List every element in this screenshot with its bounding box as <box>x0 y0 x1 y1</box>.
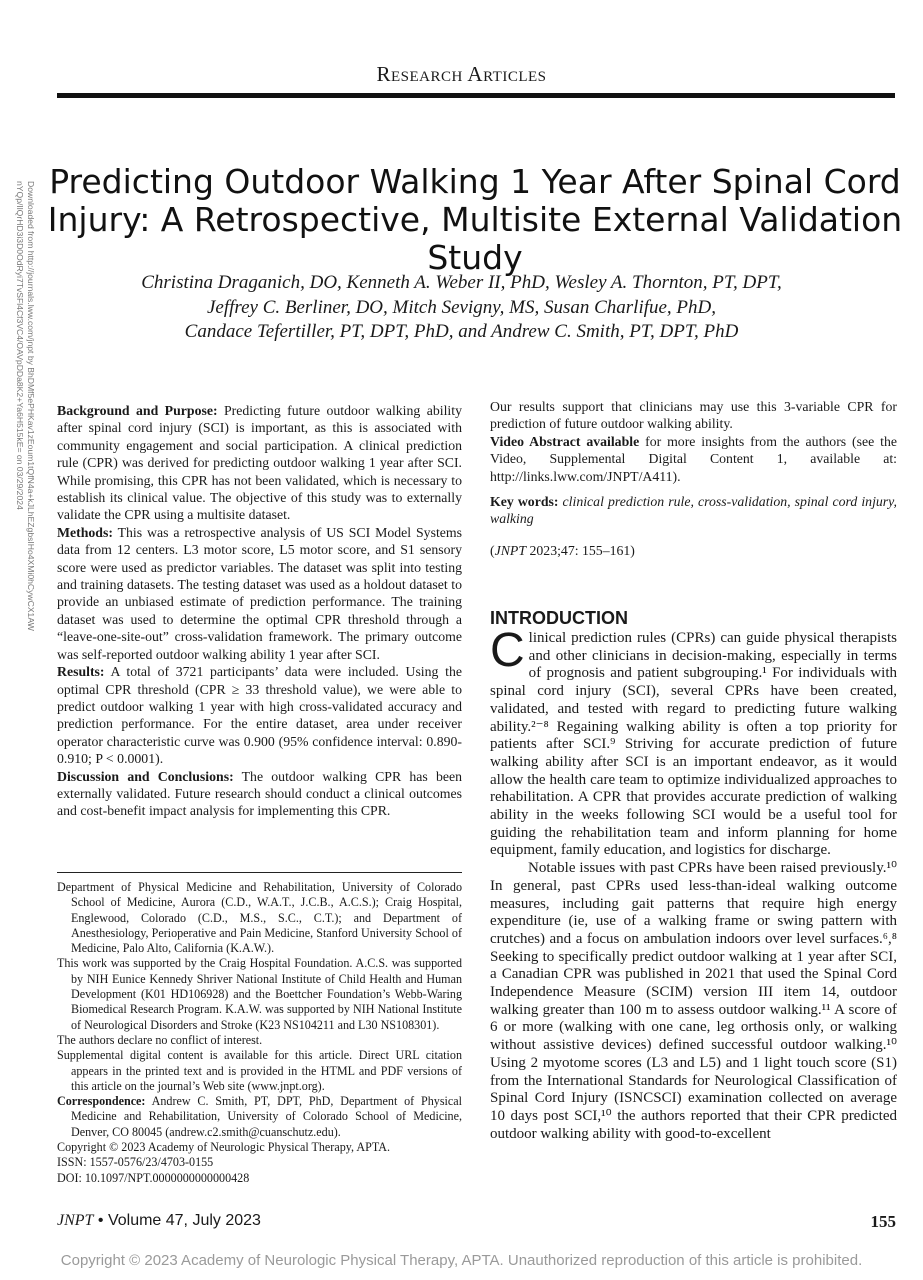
video-abstract-label: Video Abstract available <box>490 433 640 449</box>
footer-journal-info <box>57 1212 261 1230</box>
abstract-background-label: Background and Purpose: <box>57 403 218 418</box>
abstract-methods-text: This was a retrospective analysis of US SCI Model Systems data from 12 centers. L3 motor score, L5 motor score, and S1 sensory score were used as predictor variables. The dataset was split into testing and training datasets. The testing dataset was used as a holdout dataset to provide an unbiased estimate of prediction performance. The training dataset was used to determine the optimal CPR threshold through a “leave-one-site-out” cross-validation framework. The primary outcome was self-reported outdoor walking ability 1 year after SCI. <box>57 524 462 662</box>
copyright-notice: Copyright © 2023 Academy of Neurologic Physical Therapy, APTA. Unauthorized reproduction of this article is prohibited. <box>60 1252 863 1269</box>
footnote-conflict: The authors declare no conflict of interest. <box>57 1032 263 1047</box>
abstract-continuation: Our results support that clinicians may use this 3-variable CPR for prediction of future outdoor walking ability. <box>490 399 897 432</box>
citation-details: 2023;47: 155–161) <box>526 542 635 558</box>
abstract-results <box>57 663 462 767</box>
abstract-methods-label: Methods: <box>57 524 113 540</box>
keywords-label: Key words: <box>490 494 559 510</box>
watermark-line-2: nYQp/IlQrHD3i3D0OdRyi7TvSFl4Cf3VC4/OAVpDDa8K2+Ya6H515kE= on 03/29/2024 <box>15 181 25 510</box>
footnote-issn: ISSN: 1557-0576/23/4703-0155 <box>57 1155 214 1170</box>
citation-journal: JNPT <box>494 542 527 558</box>
title-line-2: Injury: A Retrospective, Multisite External Validation Study <box>47 200 903 277</box>
abstract-discussion-label: Discussion and Conclusions: <box>57 768 234 784</box>
author-list <box>100 271 823 345</box>
keywords <box>490 493 897 528</box>
abstract-results-text: A total of 3721 participants’ data were included. Using the optimal CPR threshold (CPR ≥ 33 threshold value), we were able to predict outdoor walking 1 year with high cross-validated accuracy and prediction performance. For the entire dataset, area under receiver operator characteristic curve was 0.900 (95% confidence interval: 0.890-0.910; P < 0.0001). <box>57 664 462 767</box>
abstract-divider <box>57 872 462 873</box>
abstract-background-text: Predicting future outdoor walking ability after spinal cord injury (SCI) is important, as this is associated with community engagement and social participation. A clinical prediction rule (CPR) was derived for predicting outdoor walking 1 year after SCI. While promising, this CPR has not been validated, which is necessary to establish its clinical value. The objective of this study was to externally validate the CPR using a multisite dataset. <box>57 403 462 523</box>
intro-paragraph-2: Notable issues with past CPRs have been raised previously.¹⁰ In general, past CPRs used less-than-ideal walking outcome measures, including gait patterns that require high energy expenditure (ie, use of a walking frame or swing pattern with crutches) and a focus on ambulation indoors over level surfaces.⁶,⁸ Seeking to specifically predict outdoor walking at 1 year after SCI, a Canadian CPR was published in 2021 that used the Spinal Cord Independence Measure (SCIM) version III item 14, outdoor walking greater than 100 m to assess outdoor walking.¹¹ A score of 6 or more (walking with one cane, leg orthosis only, or walking without assistive devices) defined successful outdoor walking.¹⁰ Using 2 myotome scores (L3 and L5) and 1 light touch score (S1) from the International Standards for Neurological Classification of Spinal Cord Injury (ISNCSCI) examination collected on average 10 days post SCI,¹⁰ the authors reported that their CPR predicted outdoor walking ability with good-to-excellent <box>490 860 897 1142</box>
footnote-funding: This work was supported by the Craig Hospital Foundation. A.C.S. was supported by NIH Eunice Kennedy Shriver National Institute of Child Health and Human Development (K01 HD106928) and the Boettcher Foundation’s Webb-Waring Biomedical Research Program. K.A.W. was supported by NIH National Institute of Neurological Disorders and Stroke (K23 NS104211 and L30 NS108301). <box>57 956 462 1032</box>
running-header: Research Articles <box>376 62 547 86</box>
title-line-1: Predicting Outdoor Walking 1 Year After Spinal Cord <box>49 162 901 201</box>
header-rule <box>57 93 895 98</box>
footnote-correspondence <box>57 1094 462 1140</box>
keywords-text: clinical prediction rule, cross-validation, spinal cord injury, walking <box>490 494 897 527</box>
video-abstract <box>490 433 897 485</box>
abstract-methods <box>57 524 462 663</box>
introduction-body <box>490 624 897 1143</box>
intro-paragraph-1-text: linical prediction rules (CPRs) can guide physical therapists and other clinicians in decision-making, especially in terms of prognosis and patient subgrouping.¹ For individuals with spinal cord injury (SCI), several CPRs have been created, validated, and tested with regard to predicting future walking ability.²⁻⁸ Regaining walking ability is often a top priority for patients after SCI.⁹ Striving for accurate prediction of future walking ability after SCI is an important endeavor, as it would allow the health care team to optimize individualized approaches to rehabilitation. A CPR that provides accurate prediction of walking ability in the weeks following SCI would be a useful tool for guiding the rehabilitation team and inform planning for home equipment, family education, and logistics for discharge. <box>490 630 897 859</box>
footnote-supplemental: Supplemental digital content is available for this article. Direct URL citation appears in the printed text and is provided in the HTML and PDF versions of this article on the journal’s Web site (www.jnpt.org). <box>57 1048 462 1093</box>
intro-paragraph-1 <box>490 624 897 860</box>
footnotes-block <box>57 880 462 1186</box>
authors-line-3: Candace Tefertiller, PT, DPT, PhD, and Andrew C. Smith, PT, DPT, PhD <box>184 321 739 342</box>
abstract-background <box>57 402 462 524</box>
footnote-copyright: Copyright © 2023 Academy of Neurologic Physical Therapy, APTA. <box>57 1140 391 1155</box>
introduction-heading: INTRODUCTION <box>490 608 628 628</box>
journal-citation: (JNPT 2023;47: 155–161) <box>490 542 635 558</box>
correspondence-label: Correspondence: <box>57 1094 146 1109</box>
footnote-doi: DOI: 10.1097/NPT.0000000000000428 <box>57 1170 250 1185</box>
footnote-affiliation: Department of Physical Medicine and Rehabilitation, University of Colorado School of Medicine, Aurora (C.D., W.A.T., J.C.B., A.C.S.); Craig Hospital, Englewood, Colorado (C.D., M.S., S.C., C.T.); and Department of Anesthesiology, Perioperative and Pain Medicine, Stanford University School of Medicine, Palo Alto, California (K.A.W.). <box>57 880 462 956</box>
article-title <box>45 163 905 277</box>
abstract-left-column <box>57 402 462 820</box>
drop-cap: C <box>490 624 525 677</box>
abstract-right-column <box>490 398 897 559</box>
page-number: 155 <box>870 1212 896 1231</box>
footer-volume: • Volume 47, July 2023 <box>93 1212 261 1229</box>
abstract-discussion-text: The outdoor walking CPR has been externally validated. Future research should conduct a clinical outcomes and cost-benefit impact analysis for implementing this CPR. <box>57 768 462 819</box>
video-abstract-text: for more insights from the authors (see the Video, Supplemental Digital Content 1, available at: http://links.lww.com/JNPT/A411). <box>490 433 897 484</box>
watermark-line-1: Downloaded from http://journals.lww.com/jnpt by BhDMf5ePHKav1zEoum1tQfN4a+kJLhEZgbsIHo4XMi0hCywCX1AW <box>26 181 36 631</box>
abstract-discussion <box>57 768 462 820</box>
authors-line-1: Christina Draganich, DO, Kenneth A. Weber II, PhD, Wesley A. Thornton, PT, DPT, <box>141 272 782 293</box>
correspondence-text: Andrew C. Smith, PT, DPT, PhD, Department of Physical Medicine and Rehabilitation, University of Colorado School of Medicine, Denver, CO 80045 (andrew.c2.smith@cuanschutz.edu). <box>71 1094 462 1139</box>
abstract-results-label: Results: <box>57 664 105 680</box>
download-watermark <box>14 181 36 881</box>
authors-line-2: Jeffrey C. Berliner, DO, Mitch Sevigny, MS, Susan Charlifue, PhD, <box>206 296 717 318</box>
footer-journal: JNPT <box>57 1212 94 1229</box>
